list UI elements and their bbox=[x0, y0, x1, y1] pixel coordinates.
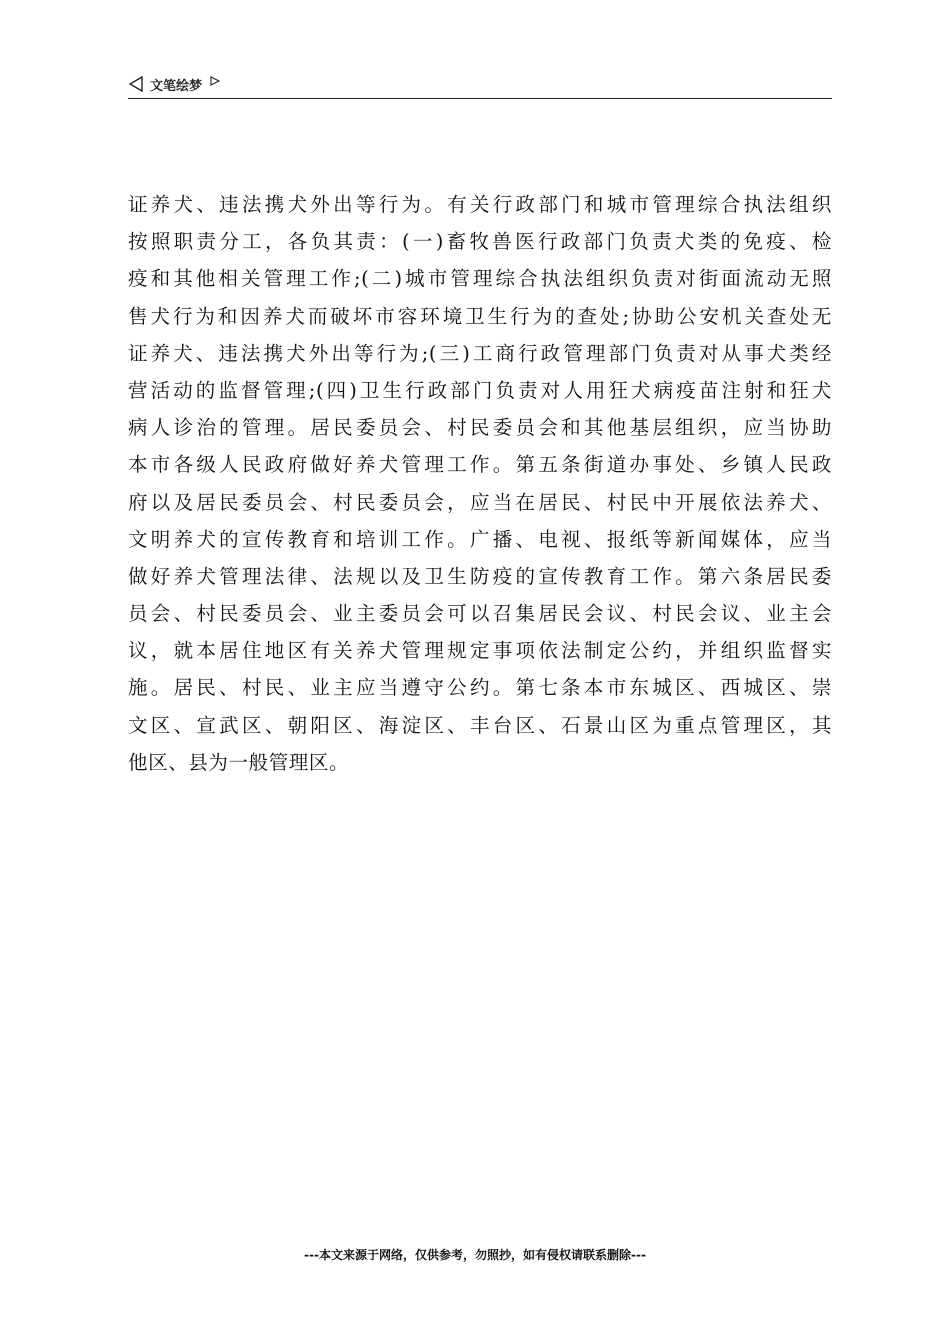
text-line: 本市各级人民政府做好养犬管理工作。第五条街道办事处、乡镇人民政 bbox=[128, 453, 832, 477]
page-footer: ---本文来源于网络，仅供参考，勿照抄，如有侵权请联系删除--- bbox=[304, 1248, 646, 1262]
text-line: 施。居民、村民、业主应当遵守公约。第七条本市东城区、西城区、崇 bbox=[128, 676, 832, 700]
body-paragraph bbox=[128, 186, 832, 781]
text-line: 文明养犬的宣传教育和培训工作。广播、电视、报纸等新闻媒体，应当 bbox=[128, 527, 832, 551]
triangle-right-icon bbox=[210, 76, 220, 86]
text-line: 病人诊治的管理。居民委员会、村民委员会和其他基层组织，应当协助 bbox=[128, 416, 832, 440]
text-line: 按照职责分工，各负其责：(一)畜牧兽医行政部门负责犬类的免疫、检 bbox=[128, 230, 832, 254]
header-title: 文笔绘梦 bbox=[150, 78, 203, 94]
text-line: 议，就本居住地区有关养犬管理规定事项依法制定公约，并组织监督实 bbox=[128, 639, 832, 663]
text-line: 营活动的监督管理;(四)卫生行政部门负责对人用狂犬病疫苗注射和狂犬 bbox=[128, 378, 832, 402]
text-line: 证养犬、违法携犬外出等行为。有关行政部门和城市管理综合执法组织 bbox=[128, 193, 832, 216]
page-header bbox=[128, 74, 832, 99]
text-line: 售犬行为和因养犬而破坏市容环境卫生行为的查处;协助公安机关查处无 bbox=[128, 304, 832, 328]
header-title-group bbox=[128, 74, 220, 94]
text-line: 他区、县为一般管理区。 bbox=[128, 750, 350, 774]
text-line: 疫和其他相关管理工作;(二)城市管理综合执法组织负责对街面流动无照 bbox=[128, 267, 832, 291]
text-line: 做好养犬管理法律、法规以及卫生防疫的宣传教育工作。第六条居民委 bbox=[128, 564, 832, 588]
text-line: 证养犬、违法携犬外出等行为;(三)工商行政管理部门负责对从事犬类经 bbox=[128, 341, 832, 365]
triangle-left-icon bbox=[128, 76, 144, 92]
text-line: 文区、宣武区、朝阳区、海淀区、丰台区、石景山区为重点管理区，其 bbox=[128, 713, 832, 737]
text-line: 府以及居民委员会、村民委员会，应当在居民、村民中开展依法养犬、 bbox=[128, 490, 832, 514]
text-line: 员会、村民委员会、业主委员会可以召集居民会议、村民会议、业主会 bbox=[128, 602, 832, 626]
